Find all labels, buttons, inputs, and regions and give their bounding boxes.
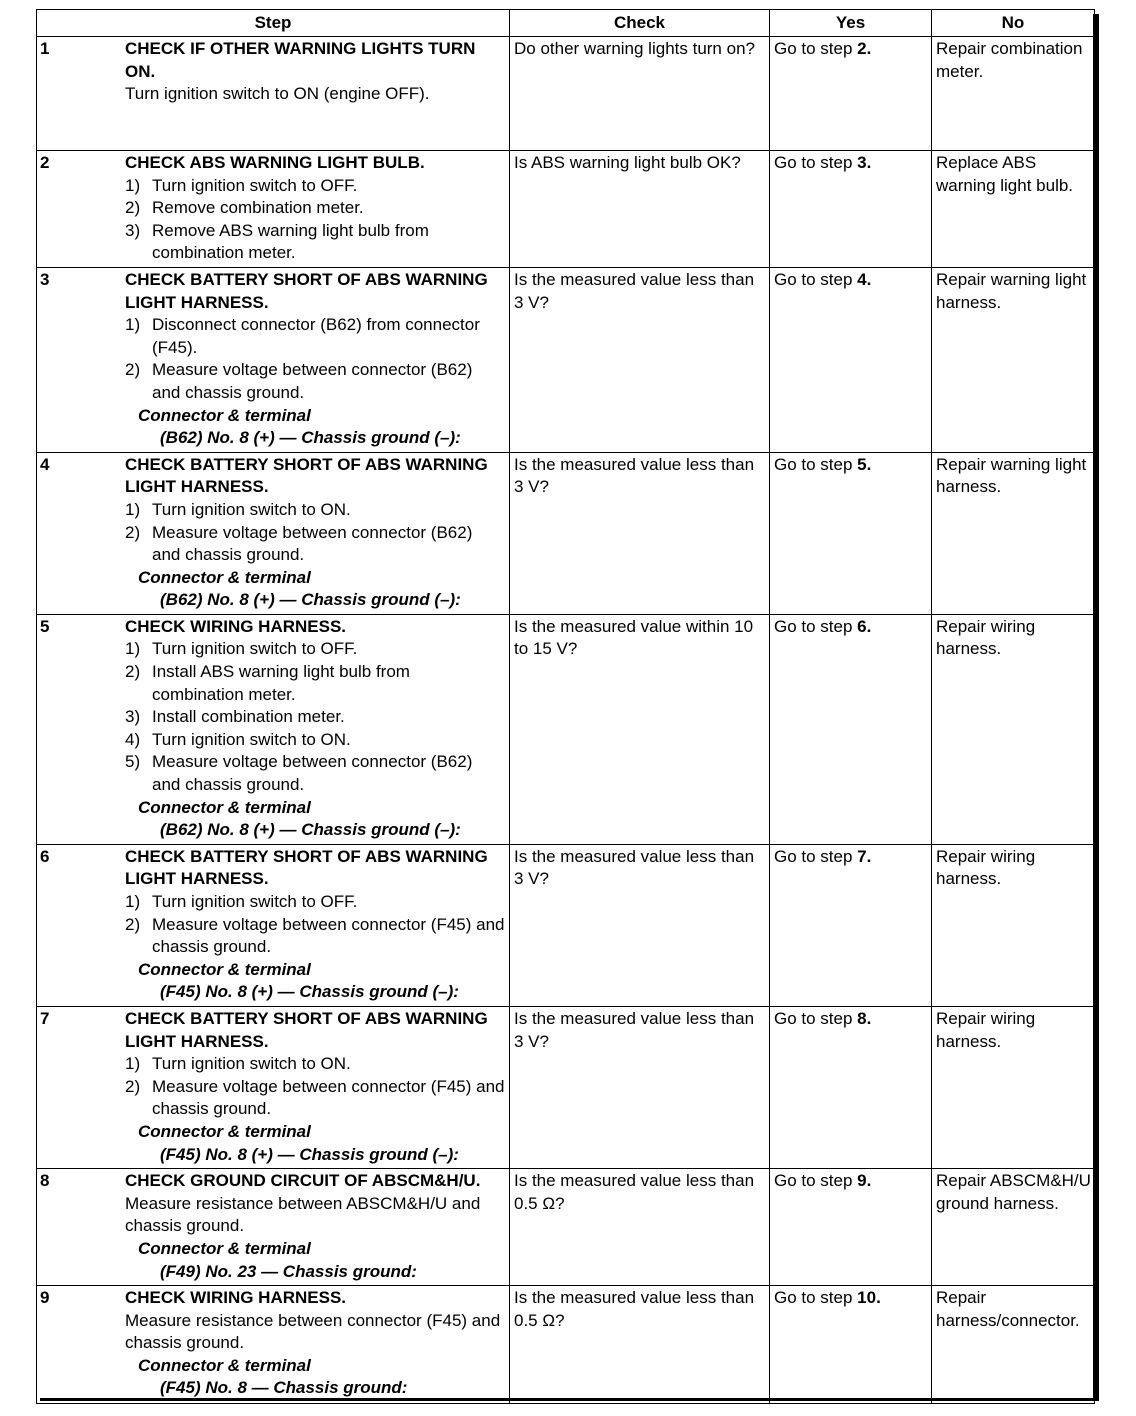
yes-prefix: Go to step: [774, 39, 858, 58]
check-cell: Do other warning lights turn on?: [510, 37, 770, 151]
substep-text: Measure voltage between connector (B62) and chassis ground.: [152, 752, 473, 795]
substep-label: 2): [125, 360, 141, 380]
table-row: [37, 452, 1095, 614]
check-cell: Is ABS warning light bulb OK?: [510, 151, 770, 268]
yes-prefix: Go to step: [774, 1288, 858, 1308]
connector-label: Connector & terminal: [138, 959, 311, 979]
substep-list: [125, 638, 505, 796]
substep-item: [125, 314, 505, 359]
yes-step-ref: 3.: [857, 153, 872, 172]
substep-text: Measure voltage between connector (B62) and chassis ground.: [152, 360, 473, 402]
table-row: [37, 37, 1095, 151]
check-cell: Is the measured value less than 3 V?: [510, 844, 770, 1006]
table-row: [37, 614, 1095, 844]
substep-label: 4): [125, 729, 141, 749]
step-number: 9: [40, 1288, 50, 1308]
yes-step-ref: 4.: [857, 269, 872, 289]
step-number: 7: [40, 1008, 50, 1028]
check-cell: Is the measured value less than 3 V?: [510, 267, 770, 452]
substep-text: Turn ignition switch to ON.: [152, 1054, 351, 1074]
substep-item: [125, 220, 505, 265]
substep-label: 3): [125, 220, 141, 240]
substep-item: [125, 706, 505, 729]
substep-label: 2): [125, 1076, 141, 1096]
yes-cell: [770, 1286, 932, 1404]
table-row: [37, 1286, 1095, 1404]
substep-item: [125, 661, 505, 706]
header-step: Step: [37, 10, 510, 37]
header-no: No: [932, 10, 1095, 37]
substep-item: [125, 499, 505, 522]
step-cell: [37, 1006, 510, 1168]
substep-text: Turn ignition switch to OFF.: [152, 639, 358, 659]
connector-value: (F45) No. 8 (+) — Chassis ground (–):: [160, 1144, 459, 1164]
step-number: 5: [40, 616, 50, 636]
connector-value: (F45) No. 8 — Chassis ground:: [160, 1378, 408, 1398]
yes-prefix: Go to step: [774, 1171, 858, 1191]
substep-text: Measure voltage between connector (F45) and chassis ground.: [152, 914, 505, 957]
connector-label: Connector & terminal: [138, 797, 311, 817]
step-title: CHECK WIRING HARNESS.: [125, 1288, 347, 1308]
connector-label: Connector & terminal: [138, 1121, 311, 1141]
substep-list: [125, 891, 505, 959]
header-check: Check: [510, 10, 770, 37]
substep-item: [125, 197, 505, 220]
yes-step-ref: 2.: [857, 39, 872, 58]
yes-cell: [770, 844, 932, 1006]
substep-label: 2): [125, 522, 141, 542]
step-title: CHECK BATTERY SHORT OF ABS WARNING LIGHT HARNESS.: [125, 269, 488, 312]
step-cell: [37, 452, 510, 614]
substep-text: Turn ignition switch to OFF.: [152, 892, 358, 911]
substep-item: [125, 638, 505, 661]
yes-cell: [770, 1006, 932, 1168]
step-cell: [37, 267, 510, 452]
connector-label: Connector & terminal: [138, 405, 311, 425]
substep-label: 5): [125, 752, 141, 772]
yes-step-ref: 7.: [857, 846, 872, 866]
connector-label: Connector & terminal: [138, 1238, 311, 1258]
step-cell: [37, 614, 510, 844]
yes-cell: [770, 614, 932, 844]
connector-value: (F45) No. 8 (+) — Chassis ground (–):: [160, 982, 459, 1002]
substep-text: Turn ignition switch to ON.: [152, 499, 351, 519]
table-row: [37, 1169, 1095, 1286]
check-cell: Is the measured value less than 3 V?: [510, 452, 770, 614]
check-cell: Is the measured value less than 0.5 Ω?: [510, 1286, 770, 1404]
step-title: CHECK BATTERY SHORT OF ABS WARNING LIGHT HARNESS.: [125, 1008, 488, 1051]
substep-text: Install combination meter.: [152, 707, 345, 727]
substep-item: [125, 175, 505, 198]
substep-label: 1): [125, 892, 141, 911]
step-cell: [37, 37, 510, 151]
step-number: 8: [40, 1171, 50, 1191]
table-row: [37, 151, 1095, 268]
table-header-row: [37, 10, 1095, 37]
no-cell: Replace ABS warning light bulb.: [932, 151, 1095, 268]
substep-item: [125, 1076, 505, 1121]
yes-step-ref: 8.: [857, 1008, 872, 1028]
substep-text: Turn ignition switch to OFF.: [152, 175, 358, 195]
substep-text: Measure voltage between connector (B62) and chassis ground.: [152, 522, 473, 565]
step-title: CHECK WIRING HARNESS.: [125, 616, 347, 636]
step-number: 3: [40, 269, 50, 289]
substep-item: [125, 522, 505, 567]
step-number: 6: [40, 846, 50, 866]
diagnostic-procedure-table: [36, 9, 1095, 1404]
substep-text: Turn ignition switch to ON.: [152, 729, 351, 749]
substep-list: [125, 1053, 505, 1121]
substep-text: Remove combination meter.: [152, 198, 364, 218]
yes-prefix: Go to step: [774, 269, 858, 289]
step-number: 2: [40, 153, 50, 172]
yes-prefix: Go to step: [774, 454, 858, 474]
table-body: [37, 37, 1095, 1404]
check-cell: Is the measured value less than 3 V?: [510, 1006, 770, 1168]
step-number: 1: [40, 39, 50, 58]
substep-label: 1): [125, 175, 141, 195]
connector-label: Connector & terminal: [138, 1355, 311, 1375]
substep-item: [125, 729, 505, 752]
yes-step-ref: 9.: [857, 1171, 872, 1191]
yes-prefix: Go to step: [774, 153, 858, 172]
table-row: [37, 267, 1095, 452]
step-instruction: Turn ignition switch to ON (engine OFF).: [125, 84, 430, 104]
connector-value: (B62) No. 8 (+) — Chassis ground (–):: [160, 428, 461, 448]
substep-item: [125, 359, 505, 404]
substep-label: 2): [125, 198, 141, 218]
yes-prefix: Go to step: [774, 1008, 858, 1028]
substep-item: [125, 914, 505, 959]
yes-cell: [770, 267, 932, 452]
step-title: CHECK IF OTHER WARNING LIGHTS TURN ON.: [125, 39, 476, 81]
substep-list: [125, 499, 505, 567]
yes-step-ref: 5.: [857, 454, 872, 474]
yes-cell: [770, 452, 932, 614]
step-title: CHECK BATTERY SHORT OF ABS WARNING LIGHT HARNESS.: [125, 846, 488, 889]
connector-label: Connector & terminal: [138, 567, 311, 587]
step-title: CHECK BATTERY SHORT OF ABS WARNING LIGHT HARNESS.: [125, 454, 488, 497]
step-title: CHECK GROUND CIRCUIT OF ABSCM&H/U.: [125, 1171, 481, 1191]
substep-label: 2): [125, 914, 141, 934]
header-yes: Yes: [770, 10, 932, 37]
substep-text: Remove ABS warning light bulb from combination meter.: [152, 220, 429, 263]
no-cell: Repair harness/connector.: [932, 1286, 1095, 1404]
yes-prefix: Go to step: [774, 846, 858, 866]
substep-label: 1): [125, 639, 141, 659]
yes-cell: [770, 37, 932, 151]
step-cell: [37, 844, 510, 1006]
substep-label: 1): [125, 315, 141, 335]
no-cell: Repair combination meter.: [932, 37, 1095, 151]
check-cell: Is the measured value less than 0.5 Ω?: [510, 1169, 770, 1286]
no-cell: Repair warning light harness.: [932, 452, 1095, 614]
step-title: CHECK ABS WARNING LIGHT BULB.: [125, 153, 425, 172]
no-cell: Repair wiring harness.: [932, 614, 1095, 844]
no-cell: Repair wiring harness.: [932, 844, 1095, 1006]
substep-text: Install ABS warning light bulb from combination meter.: [152, 662, 410, 704]
substep-list: [125, 175, 505, 265]
no-cell: Repair ABSCM&H/U ground harness.: [932, 1169, 1095, 1286]
substep-label: 1): [125, 499, 141, 519]
substep-text: Disconnect connector (B62) from connector (F45).: [152, 315, 480, 357]
substep-item: [125, 751, 505, 796]
substep-label: 3): [125, 707, 141, 727]
step-instruction: Measure resistance between ABSCM&H/U and chassis ground.: [125, 1193, 481, 1236]
substep-item: [125, 891, 505, 914]
connector-value: (B62) No. 8 (+) — Chassis ground (–):: [160, 820, 461, 840]
check-cell: Is the measured value within 10 to 15 V?: [510, 614, 770, 844]
step-number: 4: [40, 454, 50, 474]
step-cell: [37, 151, 510, 268]
yes-cell: [770, 151, 932, 268]
table-row: [37, 1006, 1095, 1168]
step-instruction: Measure resistance between connector (F45) and chassis ground.: [125, 1310, 501, 1353]
substep-list: [125, 314, 505, 404]
yes-prefix: Go to step: [774, 616, 858, 636]
step-cell: [37, 1286, 510, 1404]
connector-value: (B62) No. 8 (+) — Chassis ground (–):: [160, 590, 461, 610]
substep-label: 1): [125, 1054, 141, 1074]
table-row: [37, 844, 1095, 1006]
substep-label: 2): [125, 662, 141, 682]
step-cell: [37, 1169, 510, 1286]
connector-value: (F49) No. 23 — Chassis ground:: [160, 1261, 417, 1281]
yes-cell: [770, 1169, 932, 1286]
yes-step-ref: 10.: [857, 1288, 881, 1308]
substep-item: [125, 1053, 505, 1076]
no-cell: Repair warning light harness.: [932, 267, 1095, 452]
no-cell: Repair wiring harness.: [932, 1006, 1095, 1168]
substep-text: Measure voltage between connector (F45) and chassis ground.: [152, 1076, 505, 1119]
yes-step-ref: 6.: [857, 616, 872, 636]
